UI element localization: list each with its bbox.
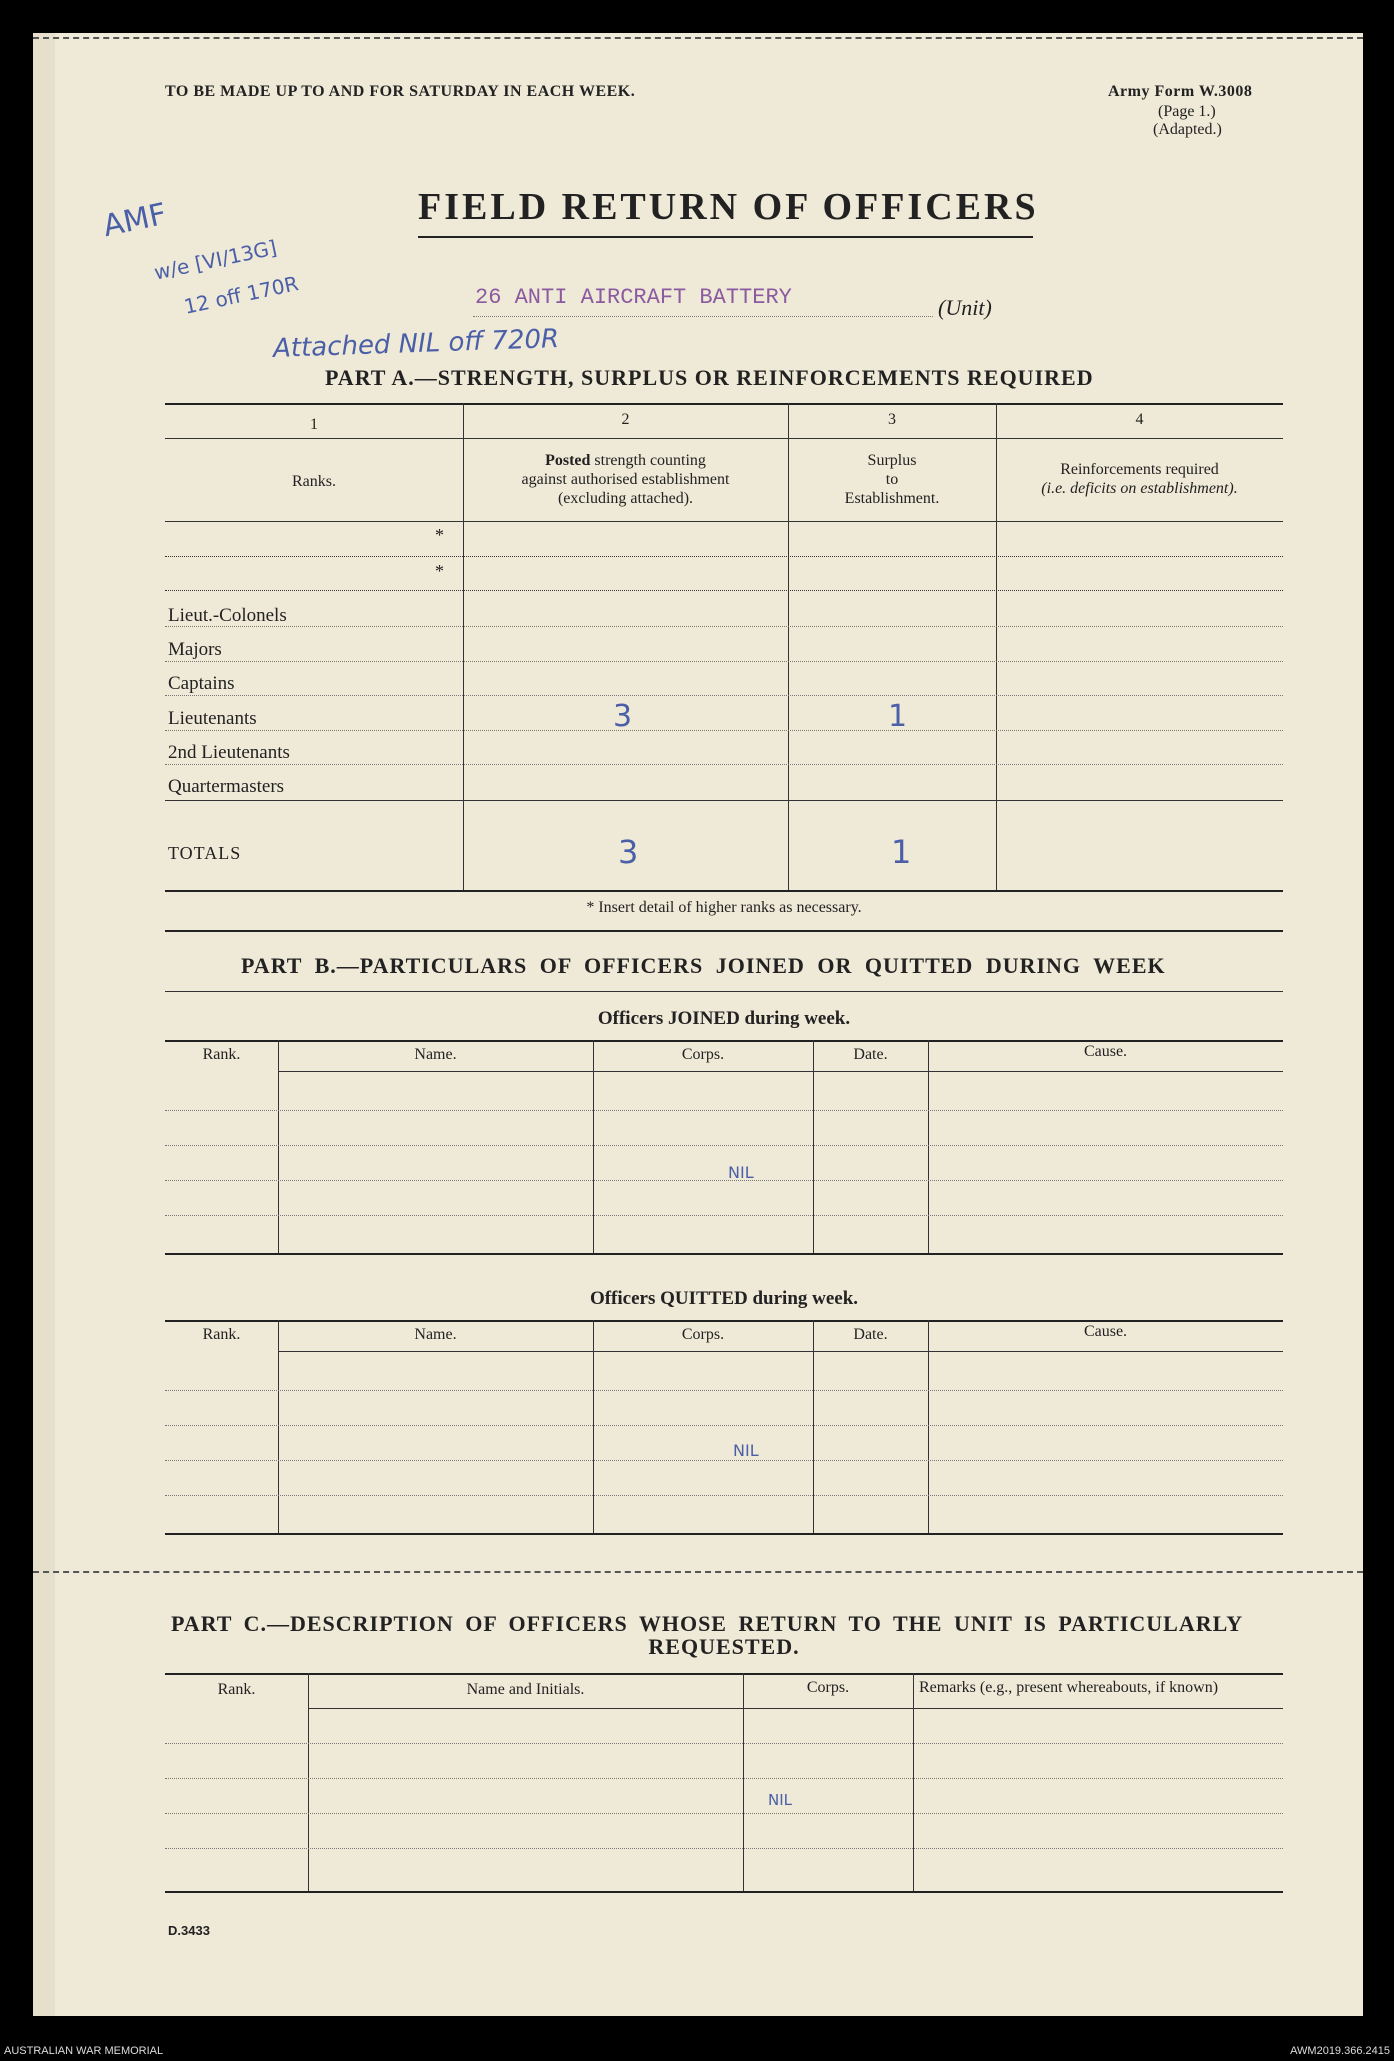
part-a-top-rule: [165, 403, 1283, 405]
part-c-table-top-rule: [165, 1673, 1283, 1675]
posted-header-line3: (excluding attached).: [557, 490, 694, 507]
joined-col-name: Name.: [414, 1046, 457, 1063]
col-number-rule: [165, 438, 1283, 439]
joined-row-rule-1: [165, 1110, 1283, 1111]
col-number-1: 1: [310, 416, 318, 433]
handwritten-strength: 12 off 170R: [181, 271, 301, 319]
posted-header: [463, 451, 788, 508]
joined-row-rule-4: [165, 1215, 1283, 1216]
joined-row-rule-3: [165, 1180, 1283, 1181]
ranks-header: Ranks.: [292, 473, 336, 490]
part-c-col-divider-2: [743, 1673, 744, 1891]
quitted-header-rule: [278, 1351, 1283, 1352]
part-b-top-rule: [165, 930, 1283, 932]
joined-col-date: Date.: [853, 1046, 888, 1063]
totals-surplus-value: 1: [891, 833, 912, 871]
attached-note: Attached NIL off 720R: [272, 324, 560, 364]
lieutenants-surplus-value: 1: [888, 699, 908, 734]
unit-label: (Unit): [938, 295, 992, 320]
quitted-row-rule-1: [165, 1390, 1283, 1391]
quitted-col-corps: Corps.: [681, 1326, 725, 1343]
part-c-title-line2: REQUESTED.: [648, 1634, 800, 1659]
surplus-header-3: Establishment.: [844, 490, 940, 507]
part-c-col-divider-3: [913, 1673, 914, 1891]
unit-stamp: 26 ANTI AIRCRAFT BATTERY: [475, 285, 792, 310]
part-a-footnote: * Insert detail of higher ranks as necessary.: [586, 899, 862, 916]
rank-lieut-colonels: Lieut.-Colonels: [168, 605, 287, 626]
surplus-header: [788, 451, 996, 508]
surplus-header-2: to: [885, 471, 899, 488]
part-a-bottom-rule: [165, 890, 1283, 892]
rank-2nd-lieutenants: 2nd Lieutenants: [168, 742, 290, 763]
quitted-row-rule-4: [165, 1495, 1283, 1496]
rank-quartermasters: Quartermasters: [168, 776, 285, 797]
posted-header-rest: strength counting: [594, 452, 706, 469]
row-rule-star-2: [165, 590, 1283, 591]
row-rule-6: [165, 800, 1283, 801]
totals-label: TOTALS: [168, 843, 242, 863]
row-rule-4: [165, 730, 1283, 731]
part-b-title-rule: [165, 991, 1283, 992]
part-c-col-corps: Corps.: [806, 1679, 850, 1696]
rank-majors: Majors: [168, 639, 222, 660]
col-number-2: 2: [621, 411, 630, 428]
row-rule-3: [165, 695, 1283, 696]
part-c-row-rule-2: [165, 1778, 1283, 1779]
joined-col-corps: Corps.: [681, 1046, 725, 1063]
part-c-nil-entry: NIL: [768, 1791, 793, 1809]
reinforcements-header: [996, 460, 1283, 498]
form-number: Army Form W.3008: [1108, 83, 1253, 100]
joined-title: Officers JOINED during week.: [597, 1008, 851, 1029]
part-c-col-rank: Rank.: [217, 1681, 256, 1698]
part-c-col-divider-1: [308, 1673, 309, 1891]
rank-lieutenants: Lieutenants: [168, 708, 257, 729]
surplus-header-1: Surplus: [867, 452, 917, 469]
joined-table-top-rule: [165, 1040, 1283, 1042]
quitted-col-name: Name.: [414, 1326, 457, 1343]
row-rule-star-1: [165, 556, 1283, 557]
footer-accession: AWM2019.366.2415: [1290, 2045, 1390, 2057]
posted-header-line2: against authorised establishment: [521, 471, 730, 488]
joined-table-bottom-rule: [165, 1253, 1283, 1255]
joined-header-rule: [278, 1071, 1283, 1072]
part-c-table-bottom-rule: [165, 1891, 1283, 1893]
middle-perforation: [33, 1571, 1363, 1573]
reinforcements-header-1: Reinforcements required: [1060, 461, 1219, 478]
star-mark-1: *: [435, 525, 444, 545]
quitted-nil-entry: NIL: [733, 1441, 759, 1460]
row-rule-5: [165, 764, 1283, 765]
joined-col-cause: Cause.: [1083, 1043, 1128, 1060]
quitted-row-rule-2: [165, 1425, 1283, 1426]
quitted-col-cause: Cause.: [1083, 1323, 1128, 1340]
star-mark-2: *: [435, 561, 444, 581]
row-rule-2: [165, 661, 1283, 662]
row-rule-1: [165, 626, 1283, 627]
joined-col-rank: Rank.: [202, 1046, 241, 1063]
lieutenants-posted-value: 3: [613, 699, 633, 734]
part-c-col-remarks: Remarks (e.g., present whereabouts, if known): [919, 1679, 1219, 1696]
quitted-col-date: Date.: [853, 1326, 888, 1343]
unit-dotted-line: [473, 316, 933, 317]
part-b-title: PART B.—PARTICULARS OF OFFICERS JOINED OR QUITTED DURING WEEK: [241, 953, 1166, 978]
instruction-text: TO BE MADE UP TO AND FOR SATURDAY IN EACH WEEK.: [165, 83, 636, 100]
title-underline: [418, 236, 1033, 238]
part-c-row-rule-3: [165, 1813, 1283, 1814]
col-number-3: 3: [888, 411, 896, 428]
part-c-row-rule-1: [165, 1743, 1283, 1744]
quitted-row-rule-3: [165, 1460, 1283, 1461]
adapted-label: (Adapted.): [1153, 121, 1222, 138]
joined-nil-entry: NIL: [728, 1163, 754, 1182]
joined-row-rule-2: [165, 1145, 1283, 1146]
quitted-col-rank: Rank.: [202, 1326, 241, 1343]
paper-edge: [33, 33, 55, 2016]
quitted-table-top-rule: [165, 1320, 1283, 1322]
part-c-row-rule-4: [165, 1848, 1283, 1849]
rank-captains: Captains: [168, 673, 235, 694]
quitted-table-bottom-rule: [165, 1533, 1283, 1535]
page-title: FIELD RETURN OF OFFICERS: [418, 186, 1039, 228]
col-number-4: 4: [1135, 411, 1144, 428]
handwritten-amf: AMF: [100, 196, 170, 245]
part-c-col-name: Name and Initials.: [466, 1681, 585, 1698]
form-sheet: [33, 33, 1363, 2016]
reinforcements-header-2: (i.e. deficits on establishment).: [1041, 480, 1238, 497]
part-c-header-rule: [308, 1708, 1283, 1709]
quitted-title: Officers QUITTED during week.: [589, 1288, 859, 1309]
footer-institution: AUSTRALIAN WAR MEMORIAL: [4, 2045, 164, 2057]
totals-posted-value: 3: [618, 833, 639, 871]
part-c-title-line1: PART C.—DESCRIPTION OF OFFICERS WHOSE RETURN TO THE UNIT IS PARTICULARLY: [171, 1611, 1244, 1636]
top-perforation: [33, 37, 1363, 39]
posted-header-bold: Posted: [545, 452, 591, 469]
page-number: (Page 1.): [1158, 103, 1216, 120]
form-code: D.3433: [168, 1923, 210, 1938]
part-a-title: PART A.—STRENGTH, SURPLUS OR REINFORCEMENTS REQUIRED: [325, 365, 1094, 390]
handwritten-week: w/e [VI/13G]: [151, 235, 279, 285]
header-bottom-rule: [165, 521, 1283, 522]
